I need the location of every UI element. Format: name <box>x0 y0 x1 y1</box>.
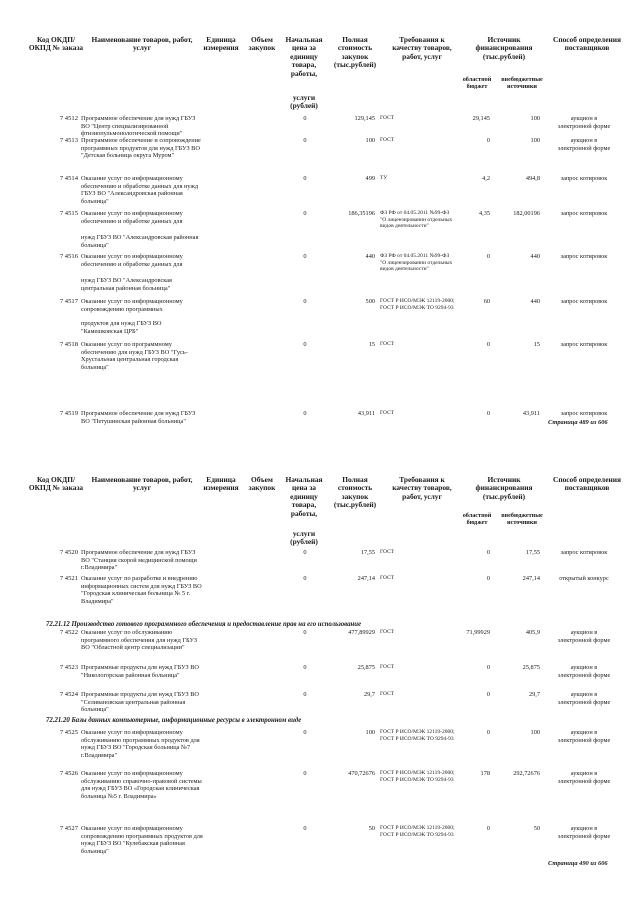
regional-budget: 60 <box>483 298 490 305</box>
supplier-method: запрос котировок <box>560 298 608 305</box>
header-cost: Полная стоимость закупок (тыс.рублей) <box>333 475 377 510</box>
total-cost: 440 <box>365 253 375 260</box>
item-name: Программное обеспечение для нужд ГБУЗ ВО "Петушинская районная больница" <box>81 410 196 425</box>
total-cost: 129,145 <box>354 115 375 122</box>
extrabudgetary-sources: 43,911 <box>522 410 540 417</box>
header-cost: Полная стоимость закупок (тыс.рублей) <box>333 35 377 70</box>
header-price: Начальная цена за единицу товара, работы, <box>285 35 323 78</box>
quality-requirements: ГОСТ Р ИСО/МЭК 12119-2000; ГОСТ Р ИСО/МЭК ТО 9294-93 <box>380 770 455 783</box>
regional-budget: 0 <box>486 664 490 671</box>
total-cost: 25,875 <box>357 664 375 671</box>
supplier-method: запрос котировок <box>560 210 608 217</box>
header-requirements: Требования к качеству товаров, работ, услуг <box>392 475 452 501</box>
order-code: 7 4523 <box>59 664 78 671</box>
unit-price: 0 <box>303 410 307 417</box>
extrabudgetary-sources: 182,00196 <box>513 210 540 217</box>
regional-budget: 0 <box>486 575 490 582</box>
quality-requirements: ТУ <box>380 175 388 181</box>
total-cost: 477,89929 <box>348 629 375 636</box>
total-cost: 470,72676 <box>348 770 375 777</box>
regional-budget: 0 <box>486 137 490 144</box>
supplier-method: аукцион в электронной форме <box>557 115 611 130</box>
regional-budget: 0 <box>486 341 490 348</box>
header-unit: Единица измерения <box>203 475 239 493</box>
total-cost: 15 <box>368 341 375 348</box>
total-cost: 247,14 <box>357 575 375 582</box>
unit-price: 0 <box>303 341 307 348</box>
header-requirements: Требования к качеству товаров, работ, услуг <box>392 35 452 61</box>
order-code: 7 4521 <box>59 575 78 582</box>
quality-requirements: ГОСТ Р ИСО/МЭК 12119-2000; ГОСТ Р ИСО/МЭК ТО 9294-93 <box>380 825 455 838</box>
header-extra: внебюджетные источники <box>501 76 543 90</box>
supplier-method: аукцион в электронной форме <box>557 770 611 785</box>
supplier-method: запрос котировок <box>560 175 608 182</box>
regional-budget: 0 <box>486 825 490 832</box>
item-name: Оказание услуг по информационному обеспечению и обработке данных для нужд ГБУЗ ВО "Александровская районная больница" <box>81 175 199 205</box>
header-price-unit: услуги (рублей) <box>290 529 318 547</box>
item-name: Оказание услуг по программному обеспечению для нужд ГБУЗ ВО "Гусь-Хрустальная центральная городская больница" <box>81 341 188 371</box>
supplier-method: запрос котировок <box>560 341 608 348</box>
quality-requirements: ГОСТ <box>380 575 395 581</box>
extrabudgetary-sources: 50 <box>533 825 540 832</box>
order-code: 7 4527 <box>59 825 78 832</box>
total-cost: 100 <box>365 137 375 144</box>
extrabudgetary-sources: 440 <box>530 253 540 260</box>
unit-price: 0 <box>303 825 307 832</box>
supplier-method: аукцион в электронной форме <box>557 825 611 840</box>
header-source: Источник финансирования (тыс.рублей) <box>475 475 533 501</box>
extrabudgetary-sources: 25,875 <box>522 664 540 671</box>
quality-requirements: ФЗ РФ от 04.05.2011 №99-ФЗ "О лицензировании отдельных видов деятельности" <box>380 210 453 230</box>
extrabudgetary-sources: 15 <box>533 341 540 348</box>
unit-price: 0 <box>303 137 307 144</box>
supplier-method: аукцион в электронной форме <box>557 629 611 644</box>
header-code: Код ОКДП/ ОКПД № заказа <box>28 475 84 493</box>
regional-budget: 0 <box>486 691 490 698</box>
extrabudgetary-sources: 100 <box>530 115 540 122</box>
quality-requirements: ГОСТ <box>380 549 395 555</box>
extrabudgetary-sources: 29,7 <box>528 691 540 698</box>
header-extra: внебюджетные источники <box>501 512 543 526</box>
regional-budget: 0 <box>486 410 490 417</box>
unit-price: 0 <box>303 691 307 698</box>
total-cost: 186,35196 <box>348 210 375 217</box>
order-code: 7 4514 <box>59 175 78 182</box>
unit-price: 0 <box>303 575 307 582</box>
order-code: 7 4520 <box>59 549 78 556</box>
item-name: Оказание услуг по информационному обеспечению и обработке данных для <box>81 210 183 225</box>
item-name: Программное обеспечение и сопровождение программных продуктов для нужд ГБУЗ ВО "Детская больница округа Муром" <box>81 137 201 160</box>
header-method: Способ определения поставщиков <box>552 475 622 493</box>
supplier-method: запрос котировок <box>560 253 608 260</box>
header-name: Наименование товаров, работ, услуг <box>91 35 193 53</box>
supplier-method: запрос котировок <box>560 549 608 556</box>
quality-requirements: ГОСТ <box>380 410 395 416</box>
item-name: Оказание услуг по информационному обслуживанию программных продуктов для нужд ГБУЗ ВО "Городская больница №7 г.Владимира" <box>81 729 200 759</box>
unit-price: 0 <box>303 298 307 305</box>
quality-requirements: ГОСТ <box>380 341 395 347</box>
unit-price: 0 <box>303 175 307 182</box>
regional-budget: 71,99929 <box>466 629 490 636</box>
unit-price: 0 <box>303 210 307 217</box>
regional-budget: 4,2 <box>482 175 490 182</box>
quality-requirements: ГОСТ <box>380 629 395 635</box>
unit-price: 0 <box>303 629 307 636</box>
unit-price: 0 <box>303 770 307 777</box>
order-code: 7 4513 <box>59 137 78 144</box>
supplier-method: запрос котировок <box>560 410 608 417</box>
quality-requirements: ГОСТ <box>380 137 395 143</box>
supplier-method: открытый конкурс <box>559 575 609 582</box>
unit-price: 0 <box>303 549 307 556</box>
item-name: Программное обеспечение для нужд ГБУЗ ВО "Станция скорой медицинской помощи г.Владимира" <box>81 549 197 572</box>
header-regional: областной бюджет <box>462 76 492 90</box>
regional-budget: 4,35 <box>478 210 490 217</box>
order-code: 7 4524 <box>59 691 78 698</box>
extrabudgetary-sources: 100 <box>530 729 540 736</box>
quality-requirements: ГОСТ Р ИСО/МЭК 12119-2000; ГОСТ Р ИСО/МЭК ТО 9294-93 <box>380 298 455 311</box>
page-number-2: Страница 490 из 606 <box>548 860 608 867</box>
item-name: Программные продукты для нужд ГБУЗ ВО "Селивановская центральная районная больница" <box>81 691 199 714</box>
quality-requirements: ГОСТ <box>380 115 395 121</box>
extrabudgetary-sources: 494,8 <box>525 175 540 182</box>
item-name: Программное обеспечение для нужд ГБУЗ ВО "Центр специализированной фтизиопульмонологической помощи" <box>81 115 196 138</box>
item-name: Оказание услуг по информационному обслуживанию справочно-правовой системы для нужд ГБУЗ ВО «Городская клиническая больница №5 г. Владимира» <box>81 770 202 800</box>
quality-requirements: ФЗ РФ от 04.05.2011 №99-ФЗ "О лицензировании отдельных видов деятельности" <box>380 253 453 273</box>
supplier-method: аукцион в электронной форме <box>557 729 611 744</box>
item-name: Оказание услуг по информационному сопровождению программных <box>81 298 183 313</box>
unit-price: 0 <box>303 253 307 260</box>
order-code: 7 4515 <box>59 210 78 217</box>
quality-requirements: ГОСТ <box>380 664 395 670</box>
section-heading: 72.21.20 Базы данных компьютерные, информационные ресурсы в электронном виде <box>46 717 302 724</box>
item-name-continued: нужд ГБУЗ ВО "Александровская районная больница" <box>81 234 199 249</box>
section-heading: 72.21.12 Производство готового программного обеспечения и предоставление прав на его использование <box>46 621 362 628</box>
header-method: Способ определения поставщиков <box>552 35 622 53</box>
total-cost: 17,55 <box>360 549 375 556</box>
extrabudgetary-sources: 17,55 <box>525 549 540 556</box>
unit-price: 0 <box>303 664 307 671</box>
item-name: Оказание услуг по обслуживанию программного обеспечения для нужд ГБУЗ ВО "Областной центр специализации" <box>81 629 197 652</box>
order-code: 7 4516 <box>59 253 78 260</box>
quality-requirements: ГОСТ <box>380 691 395 697</box>
supplier-method: аукцион в электронной форме <box>557 664 611 679</box>
supplier-method: аукцион в электронной форме <box>557 137 611 152</box>
header-unit: Единица измерения <box>203 35 239 53</box>
total-cost: 29,7 <box>363 691 375 698</box>
header-volume: Объем закупок <box>248 35 276 53</box>
total-cost: 43,911 <box>357 410 375 417</box>
order-code: 7 4519 <box>59 410 78 417</box>
regional-budget: 29,145 <box>472 115 490 122</box>
header-price: Начальная цена за единицу товара, работы, <box>285 475 323 518</box>
page-number-1: Страница 489 из 606 <box>548 419 608 426</box>
extrabudgetary-sources: 292,72676 <box>513 770 540 777</box>
extrabudgetary-sources: 405,9 <box>525 629 540 636</box>
regional-budget: 0 <box>486 729 490 736</box>
item-name: Программные продукты для нужд ГБУЗ ВО "Никологорская районная больница" <box>81 664 199 679</box>
order-code: 7 4522 <box>59 629 78 636</box>
order-code: 7 4525 <box>59 729 78 736</box>
item-name-continued: продуктов для нужд ГБУЗ ВО "Камешковская ЦРБ" <box>81 320 162 335</box>
order-code: 7 4518 <box>59 341 78 348</box>
header-name: Наименование товаров, работ, услуг <box>91 475 193 493</box>
unit-price: 0 <box>303 115 307 122</box>
extrabudgetary-sources: 100 <box>530 137 540 144</box>
header-volume: Объем закупок <box>248 475 276 493</box>
item-name: Оказание услуг по информационному обеспечению и обработке данных для <box>81 253 183 268</box>
header-source: Источник финансирования (тыс.рублей) <box>475 35 533 61</box>
order-code: 7 4512 <box>59 115 78 122</box>
header-regional: областной бюджет <box>462 512 492 526</box>
order-code: 7 4526 <box>59 770 78 777</box>
total-cost: 100 <box>365 729 375 736</box>
total-cost: 499 <box>365 175 375 182</box>
unit-price: 0 <box>303 729 307 736</box>
item-name-continued: нужд ГБУЗ ВО "Александровская центральная районная больница" <box>81 277 172 292</box>
order-code: 7 4517 <box>59 298 78 305</box>
total-cost: 500 <box>365 298 375 305</box>
item-name: Оказание услуг по информационному сопровождению программных продуктов для нужд ГБУЗ ВО "Кулебакская районная больница" <box>81 825 203 855</box>
extrabudgetary-sources: 247,14 <box>522 575 540 582</box>
extrabudgetary-sources: 440 <box>530 298 540 305</box>
regional-budget: 0 <box>486 253 490 260</box>
total-cost: 50 <box>368 825 375 832</box>
supplier-method: аукцион в электронной форме <box>557 691 611 706</box>
regional-budget: 0 <box>486 549 490 556</box>
quality-requirements: ГОСТ Р ИСО/МЭК 12119-2000; ГОСТ Р ИСО/МЭК ТО 9294-93 <box>380 729 455 742</box>
regional-budget: 178 <box>480 770 490 777</box>
item-name: Оказание услуг по разработке и внедрению информационных систем для нужд ГБУЗ ВО "Городская клиническая больница № 5 г. Владимира" <box>81 575 202 605</box>
header-code: Код ОКДП/ ОКПД № заказа <box>28 35 84 53</box>
header-price-unit: услуги (рублей) <box>290 93 318 111</box>
